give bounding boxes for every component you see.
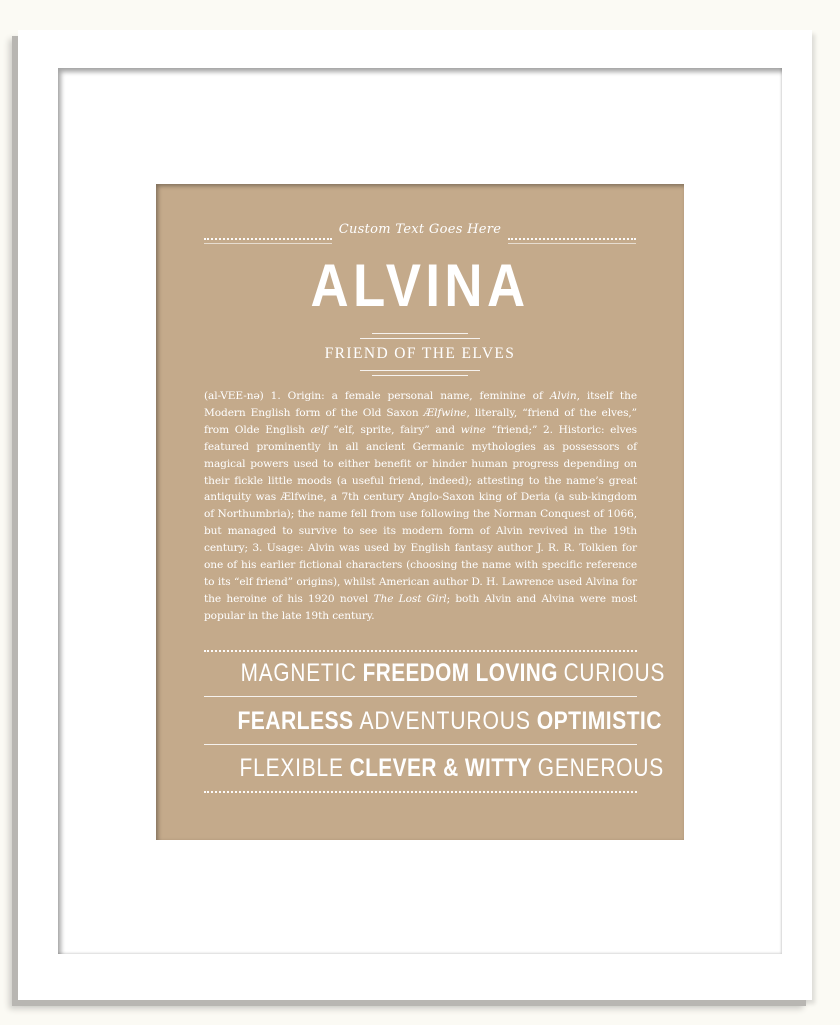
- traits-row-2: [237, 704, 662, 738]
- trait: GENEROUS: [537, 754, 665, 782]
- traits-row-3: [239, 751, 665, 785]
- trait: ADVENTUROUS: [359, 707, 531, 735]
- top-left-rule: [204, 243, 332, 244]
- traits-top-dotted-line: [204, 650, 637, 652]
- meaning-top-rule-1: [372, 333, 468, 334]
- top-right-rule: [508, 243, 636, 244]
- traits-divider-2: [204, 744, 637, 745]
- name-title: ALVINA: [310, 252, 530, 319]
- trait: FLEXIBLE: [239, 754, 344, 782]
- traits-bottom-dotted-line: [204, 791, 637, 793]
- traits-row-1: [240, 656, 666, 690]
- meaning-top-rule-2: [360, 338, 480, 339]
- name-print: [156, 184, 684, 840]
- top-right-dotted-line: [508, 238, 636, 240]
- trait: FREEDOM LOVING: [362, 659, 558, 687]
- trait: OPTIMISTIC: [536, 707, 662, 735]
- trait: FEARLESS: [237, 707, 354, 735]
- traits-divider-1: [204, 696, 637, 697]
- name-definition: (al-VEE-nə) 1. Origin: a female personal name, feminine of Alvin, itself the Modern English form of the Old Saxon Ælfwine, literally, “friend of the elves,” from Olde English ælf “elf, sprite, fairy” and wine “friend;” 2. Historic: elves featured prominently in all ancient Germanic mythologies as possessors of magical powers used to either benefit or hinder human progress depending on their fickle little moods (a useful friend, indeed); attesting to the name’s great antiquity was Ælfwine, a 7th century Anglo-Saxon king of Deria (a sub-kingdom of Northumbria); the name fell from use following the Norman Conquest of 1066, but managed to survive to see its modern form of Alvin revived in the 19th century; 3. Usage: Alvin was used by English fantasy author J. R. R. Tolkien for one of his earlier fictional characters (choosing the name with specific reference to its “elf friend” origins), whilst American author D. H. Lawrence used Alvina for the heroine of his 1920 novel The Lost Girl; both Alvin and Alvina were most popular in the late 19th century.: [204, 390, 637, 622]
- trait: CURIOUS: [563, 659, 666, 687]
- meaning-bottom-rule-1: [360, 370, 480, 371]
- meaning-bottom-rule-2: [372, 375, 468, 376]
- trait: MAGNETIC: [240, 659, 357, 687]
- name-meaning: FRIEND OF THE ELVES: [324, 345, 516, 362]
- top-left-dotted-line: [204, 238, 332, 240]
- trait: CLEVER & WITTY: [349, 754, 532, 782]
- custom-text: Custom Text Goes Here: [338, 222, 502, 237]
